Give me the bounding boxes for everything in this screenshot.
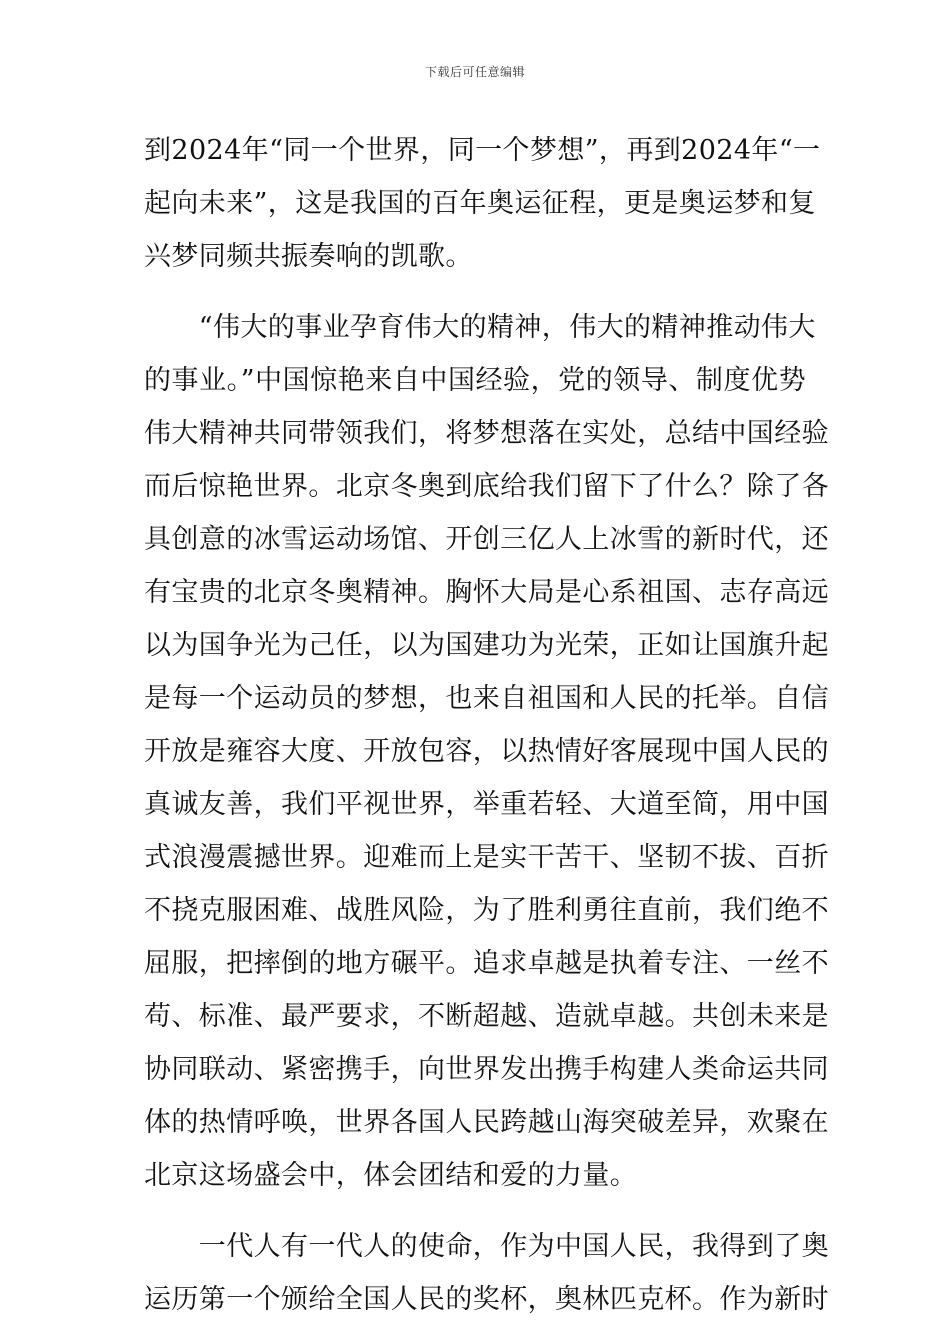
text-line: 体的热情呼唤，世界各国人民跨越山海突破差异，欢聚在 — [144, 1107, 829, 1138]
text-line: 不挠克服困难、战胜风险，为了胜利勇往直前，我们绝不 — [144, 895, 829, 926]
text-line: 以为国争光为己任，以为国建功为光荣，正如让国旗升起 — [144, 630, 829, 661]
text-line: 真诚友善，我们平视世界，举重若轻、大道至简，用中国 — [144, 789, 829, 820]
text-line: 具创意的冰雪运动场馆、开创三亿人上冰雪的新时代，还 — [144, 524, 829, 555]
text-line: 北京这场盛会中，体会团结和爱的力量。 — [144, 1160, 638, 1191]
text-line: 有宝贵的北京冬奥精神。胸怀大局是心系祖国、志存高远 — [144, 577, 829, 608]
text-line: 起向未来”，这是我国的百年奥运征程，更是奥运梦和复 — [144, 188, 816, 219]
text-line: 到2024年“同一个世界，同一个梦想”，再到2024年“一 — [144, 135, 821, 166]
document-body — [144, 124, 829, 1344]
paragraph-2 — [144, 301, 829, 1202]
paragraph-3 — [144, 1220, 829, 1326]
text-line: 式浪漫震撼世界。迎难而上是实干苦干、坚韧不拔、百折 — [144, 842, 829, 873]
page-header: 下载后可任意编辑 — [424, 65, 525, 79]
text-line: 而后惊艳世界。北京冬奥到底给我们留下了什么？除了各 — [144, 471, 829, 502]
paragraph-1 — [144, 124, 821, 283]
text-line: 一代人有一代人的使命，作为中国人民，我得到了奥 — [144, 1231, 829, 1262]
text-line: 苟、标准、最严要求，不断超越、造就卓越。共创未来是 — [144, 1001, 829, 1032]
text-line: 是每一个运动员的梦想，也来自祖国和人民的托举。自信 — [144, 683, 829, 714]
text-line: 运历第一个颁给全国人民的奖杯，奥林匹克杯。作为新时 — [144, 1284, 829, 1315]
text-line: “伟大的事业孕育伟大的精神，伟大的精神推动伟大 — [144, 312, 816, 343]
text-line: 兴梦同频共振奏响的凯歌。 — [144, 241, 473, 272]
text-line: 协同联动、紧密携手，向世界发出携手构建人类命运共同 — [144, 1054, 829, 1085]
text-line: 屈服，把摔倒的地方碾平。追求卓越是执着专注、一丝不 — [144, 948, 829, 979]
text-line: 的事业。”中国惊艳来自中国经验，党的领导、制度优势 — [144, 365, 806, 396]
text-line: 伟大精神共同带领我们，将梦想落在实处，总结中国经验 — [144, 418, 829, 449]
text-line: 开放是雍容大度、开放包容，以热情好客展现中国人民的 — [144, 736, 829, 767]
